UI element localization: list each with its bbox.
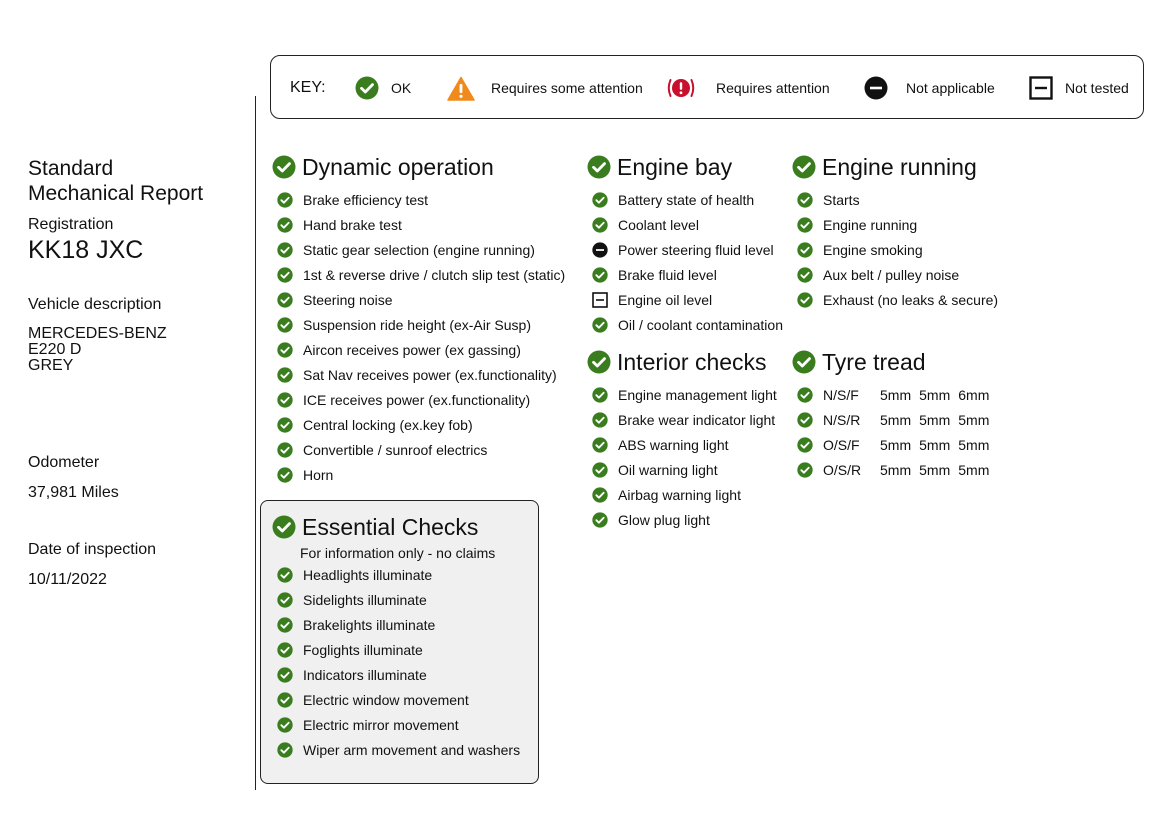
section-title-text: Tyre tread (822, 348, 926, 375)
tread-depth: 5mm (958, 461, 990, 478)
odometer-label: Odometer (28, 454, 100, 471)
check-item-label: ICE receives power (ex.functionality) (303, 391, 531, 408)
check-circle-icon (277, 592, 293, 608)
check-item-label: Central locking (ex.key fob) (303, 416, 473, 433)
section-title (792, 153, 1012, 181)
vehicle-description (28, 326, 167, 374)
check-item-label: Sidelights illuminate (303, 591, 427, 608)
check-circle-icon (792, 155, 816, 179)
check-item-label: Static gear selection (engine running) (303, 241, 535, 258)
tread-depth: 5mm (880, 411, 912, 428)
section-title (792, 348, 1012, 376)
engine-bay-section (587, 153, 787, 337)
engine-running-section (792, 153, 1012, 312)
key-ok (355, 56, 411, 120)
check-item (272, 362, 572, 387)
check-item-label: Aux belt / pulley noise (823, 266, 960, 283)
key-some-attention-label: Requires some attention (491, 80, 643, 96)
tyre-row (792, 457, 1012, 482)
key-ok-label: OK (391, 80, 412, 96)
check-item-label: Engine oil level (618, 291, 713, 308)
check-circle-icon (277, 717, 293, 733)
check-item (272, 712, 537, 737)
check-circle-icon (272, 515, 296, 539)
check-circle-icon (587, 155, 611, 179)
check-item-label: Headlights illuminate (303, 566, 433, 583)
check-circle-icon (797, 292, 813, 308)
tread-depth: 6mm (958, 386, 990, 403)
check-item-label: Power steering fluid level (618, 241, 774, 258)
section-title-text: Essential Checks (302, 513, 479, 540)
check-item (272, 287, 572, 312)
check-item (272, 612, 537, 637)
minus-circle-icon (864, 76, 888, 100)
check-item (272, 662, 537, 687)
warning-triangle-icon (447, 76, 475, 101)
check-circle-icon (797, 462, 813, 478)
check-circle-icon (592, 217, 608, 233)
check-item (272, 262, 572, 287)
tyre-position: N/S/F (823, 386, 859, 403)
check-item-label: Starts (823, 191, 860, 208)
check-item-label: Horn (303, 466, 334, 483)
check-item-label: Steering noise (303, 291, 393, 308)
check-item (587, 312, 787, 337)
check-item (587, 237, 787, 262)
registration-value: KK18 JXC (28, 236, 144, 264)
divider (255, 96, 256, 790)
check-item (587, 482, 787, 507)
check-circle-icon (792, 350, 816, 374)
check-circle-icon (797, 267, 813, 283)
dynamic-operation-section (272, 153, 572, 487)
check-circle-icon (797, 192, 813, 208)
tyre-tread-section (792, 348, 1012, 482)
report-title-line2: Mechanical Report (28, 182, 204, 205)
section-title (272, 513, 537, 541)
check-circle-icon (355, 76, 379, 100)
check-item (272, 637, 537, 662)
tread-depth: 5mm (880, 386, 912, 403)
tyre-position: N/S/R (823, 411, 861, 428)
check-item (272, 587, 537, 612)
check-item (272, 737, 537, 762)
check-item-label: Brake wear indicator light (618, 411, 776, 428)
check-circle-icon (592, 512, 608, 528)
check-item-label: Battery state of health (618, 191, 755, 208)
tread-depth: 5mm (919, 386, 951, 403)
key-attention (666, 56, 830, 120)
check-circle-icon (277, 317, 293, 333)
report-title (28, 156, 203, 206)
tread-depth: 5mm (880, 436, 912, 453)
tyre-position: O/S/R (823, 461, 862, 478)
essential-checks-section (272, 513, 537, 762)
check-item-label: Oil warning light (618, 461, 718, 478)
tread-depth: 5mm (919, 436, 951, 453)
check-item (272, 687, 537, 712)
tyre-row (792, 382, 1012, 407)
check-item (587, 287, 787, 312)
check-circle-icon (277, 267, 293, 283)
check-item-label: Indicators illuminate (303, 666, 427, 683)
check-circle-icon (587, 350, 611, 374)
check-item-label: Engine running (823, 216, 918, 233)
tread-depth: 5mm (958, 411, 990, 428)
check-item (272, 437, 572, 462)
key-some-attention (447, 56, 643, 120)
tyre-row (792, 407, 1012, 432)
check-item (587, 407, 787, 432)
check-item-label: Wiper arm movement and washers (303, 741, 521, 758)
check-item-label: ABS warning light (618, 436, 729, 453)
check-circle-icon (797, 412, 813, 428)
check-item (272, 462, 572, 487)
key-not-tested-label: Not tested (1065, 80, 1129, 96)
check-item (587, 382, 787, 407)
tread-depth: 5mm (958, 436, 990, 453)
tread-depth: 5mm (880, 461, 912, 478)
check-circle-icon (592, 462, 608, 478)
check-item (272, 412, 572, 437)
check-item (272, 237, 572, 262)
check-item (272, 312, 572, 337)
check-item (587, 262, 787, 287)
check-circle-icon (592, 487, 608, 503)
check-item-label: Engine smoking (823, 241, 923, 258)
date-label: Date of inspection (28, 541, 157, 558)
check-item-label: Brake fluid level (618, 266, 717, 283)
check-circle-icon (592, 267, 608, 283)
check-item (272, 187, 572, 212)
check-item-label: Suspension ride height (ex-Air Susp) (303, 316, 532, 333)
section-title-text: Engine bay (617, 153, 733, 180)
check-circle-icon (592, 387, 608, 403)
check-circle-icon (277, 242, 293, 258)
check-item-label: Brake efficiency test (303, 191, 429, 208)
interior-checks-section (587, 348, 787, 532)
check-circle-icon (797, 217, 813, 233)
check-circle-icon (277, 692, 293, 708)
check-item-label: Exhaust (no leaks & secure) (823, 291, 999, 308)
key-title: KEY: (290, 79, 326, 96)
check-item-label: Airbag warning light (618, 486, 741, 503)
check-item-label: Aircon receives power (ex gassing) (303, 341, 521, 358)
check-item (272, 337, 572, 362)
check-item-label: Hand brake test (303, 216, 402, 233)
section-title (272, 153, 572, 181)
key-attention-label: Requires attention (716, 80, 830, 96)
check-item-label: Convertible / sunroof electrics (303, 441, 488, 458)
check-circle-icon (277, 417, 293, 433)
key-not-tested (1029, 56, 1129, 120)
check-item (272, 212, 572, 237)
check-item (792, 212, 1012, 237)
vehicle-colour: GREY (28, 357, 74, 374)
check-item-label: Foglights illuminate (303, 641, 423, 658)
check-item (587, 432, 787, 457)
check-item (272, 562, 537, 587)
check-circle-icon (272, 155, 296, 179)
section-title-text: Dynamic operation (302, 153, 494, 180)
tyre-position: O/S/F (823, 436, 860, 453)
check-circle-icon (277, 442, 293, 458)
check-circle-icon (277, 192, 293, 208)
check-item-label: 1st & reverse drive / clutch slip test (static) (303, 266, 566, 283)
check-item-label: Oil / coolant contamination (618, 316, 783, 333)
check-circle-icon (277, 342, 293, 358)
section-title (587, 153, 787, 181)
tread-depth: 5mm (919, 461, 951, 478)
check-circle-icon (277, 292, 293, 308)
key-not-applicable-label: Not applicable (906, 80, 995, 96)
check-circle-icon (277, 467, 293, 483)
section-title-text: Engine running (822, 153, 977, 180)
check-item (587, 507, 787, 532)
check-item-label: Glow plug light (618, 511, 710, 528)
vehicle-make: MERCEDES-BENZ (28, 325, 167, 342)
check-item (792, 237, 1012, 262)
check-circle-icon (797, 387, 813, 403)
check-item (272, 387, 572, 412)
minus-square-icon (1029, 76, 1053, 100)
check-circle-icon (277, 642, 293, 658)
minus-square-icon (592, 292, 608, 308)
vehicle-model: E220 D (28, 341, 82, 358)
check-circle-icon (277, 617, 293, 633)
check-item (587, 457, 787, 482)
minus-circle-icon (592, 242, 608, 258)
check-item (792, 287, 1012, 312)
report-title-line1: Standard (28, 157, 114, 180)
check-circle-icon (277, 742, 293, 758)
check-item-label: Electric mirror movement (303, 716, 459, 733)
check-circle-icon (592, 412, 608, 428)
check-item-label: Coolant level (618, 216, 699, 233)
key-not-applicable (864, 56, 995, 120)
check-item-label: Electric window movement (303, 691, 469, 708)
alert-octagon-icon (666, 76, 696, 100)
check-circle-icon (277, 567, 293, 583)
check-circle-icon (277, 667, 293, 683)
check-circle-icon (277, 367, 293, 383)
check-item-label: Sat Nav receives power (ex.functionality) (303, 366, 557, 383)
key-legend (270, 55, 1144, 119)
check-item (587, 187, 787, 212)
odometer-value: 37,981 Miles (28, 484, 119, 501)
check-circle-icon (592, 192, 608, 208)
tread-depth: 5mm (919, 411, 951, 428)
date-value: 10/11/2022 (28, 571, 107, 588)
check-item (587, 212, 787, 237)
check-item (792, 262, 1012, 287)
check-item-label: Engine management light (618, 386, 777, 403)
section-note: For information only - no claims (300, 545, 496, 561)
check-circle-icon (797, 242, 813, 258)
check-circle-icon (277, 392, 293, 408)
section-title (587, 348, 787, 376)
registration-label: Registration (28, 216, 114, 233)
tyre-row (792, 432, 1012, 457)
check-circle-icon (277, 217, 293, 233)
section-title-text: Interior checks (617, 348, 767, 375)
check-item (792, 187, 1012, 212)
check-item-label: Brakelights illuminate (303, 616, 436, 633)
vehicle-description-label: Vehicle description (28, 296, 162, 313)
check-circle-icon (592, 317, 608, 333)
check-circle-icon (797, 437, 813, 453)
check-circle-icon (592, 437, 608, 453)
